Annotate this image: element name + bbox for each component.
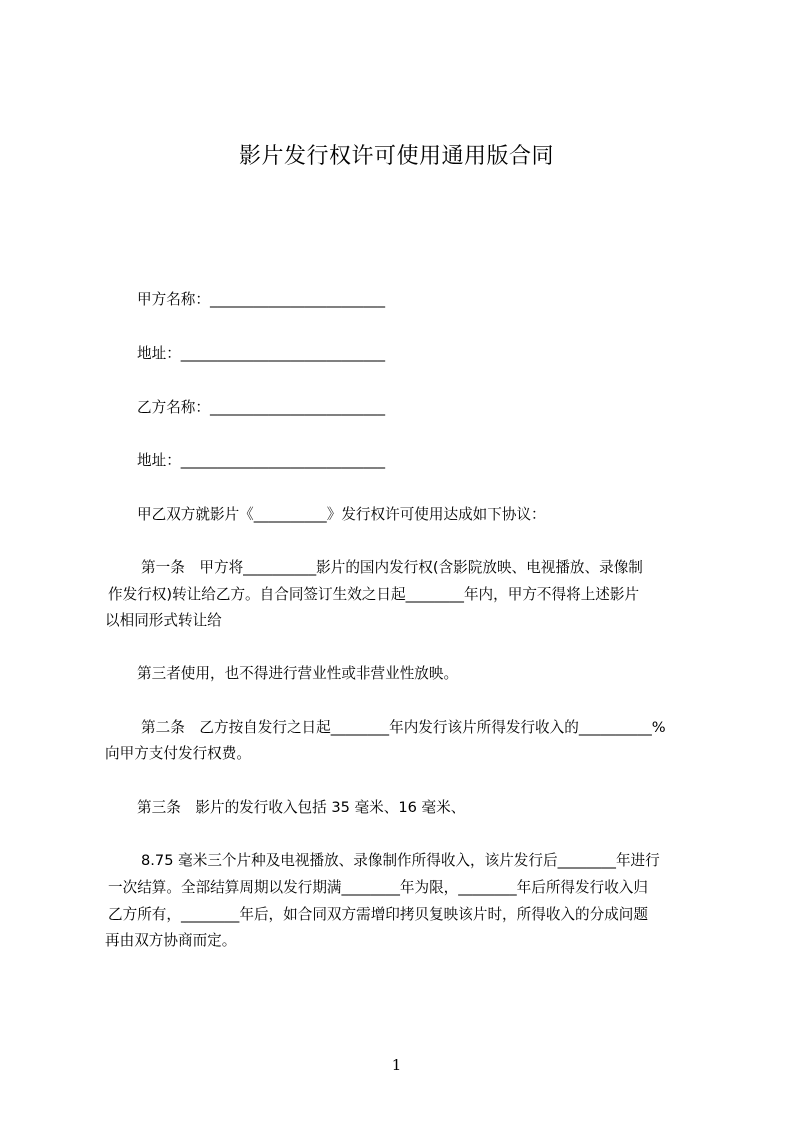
article-1-line-2: 作发行权)转让给乙方。自合同签订生效之日起________年内，甲方不得将上述影片 <box>108 586 640 603</box>
article-1-continuation: 第三者使用，也不得进行营业性或非营业性放映。 <box>137 665 459 682</box>
article-3-line-3: 乙方所有，________年后，如合同双方需增印拷贝复映该片时，所得收入的分成问题 <box>108 906 648 923</box>
party-a-address-field: 地址：____________________________ <box>137 345 386 362</box>
article-3-line-2: 一次结算。全部结算周期以发行期满________年为限，________年后所得发行收入归 <box>108 879 648 896</box>
party-b-address-field: 地址：____________________________ <box>137 452 386 469</box>
article-3-line-4: 再由双方协商而定。 <box>105 932 237 949</box>
article-3-heading: 第三条 影片的发行收入包括 35 毫米、16 毫米、 <box>137 799 466 816</box>
article-1-line-1: 第一条 甲方将__________影片的国内发行权(含影院放映、电视播放、录像制 <box>141 559 643 576</box>
article-1-line-3: 以相同形式转让给 <box>105 612 222 629</box>
party-a-name-field: 甲方名称：________________________ <box>137 291 386 308</box>
article-3-line-1: 8.75 毫米三个片种及电视播放、录像制作所得收入，该片发行后________年进行 <box>141 852 660 869</box>
article-2-line-1: 第二条 乙方按自发行之日起________年内发行该片所得发行收入的__________% <box>141 719 666 736</box>
intro-paragraph: 甲乙双方就影片《__________》发行权许可使用达成如下协议： <box>137 506 546 523</box>
page-number: 1 <box>391 1056 402 1074</box>
document-title: 影片发行权许可使用通用版合同 <box>238 144 554 169</box>
party-b-name-field: 乙方名称：________________________ <box>137 399 386 416</box>
article-2-line-2: 向甲方支付发行权费。 <box>105 745 251 762</box>
